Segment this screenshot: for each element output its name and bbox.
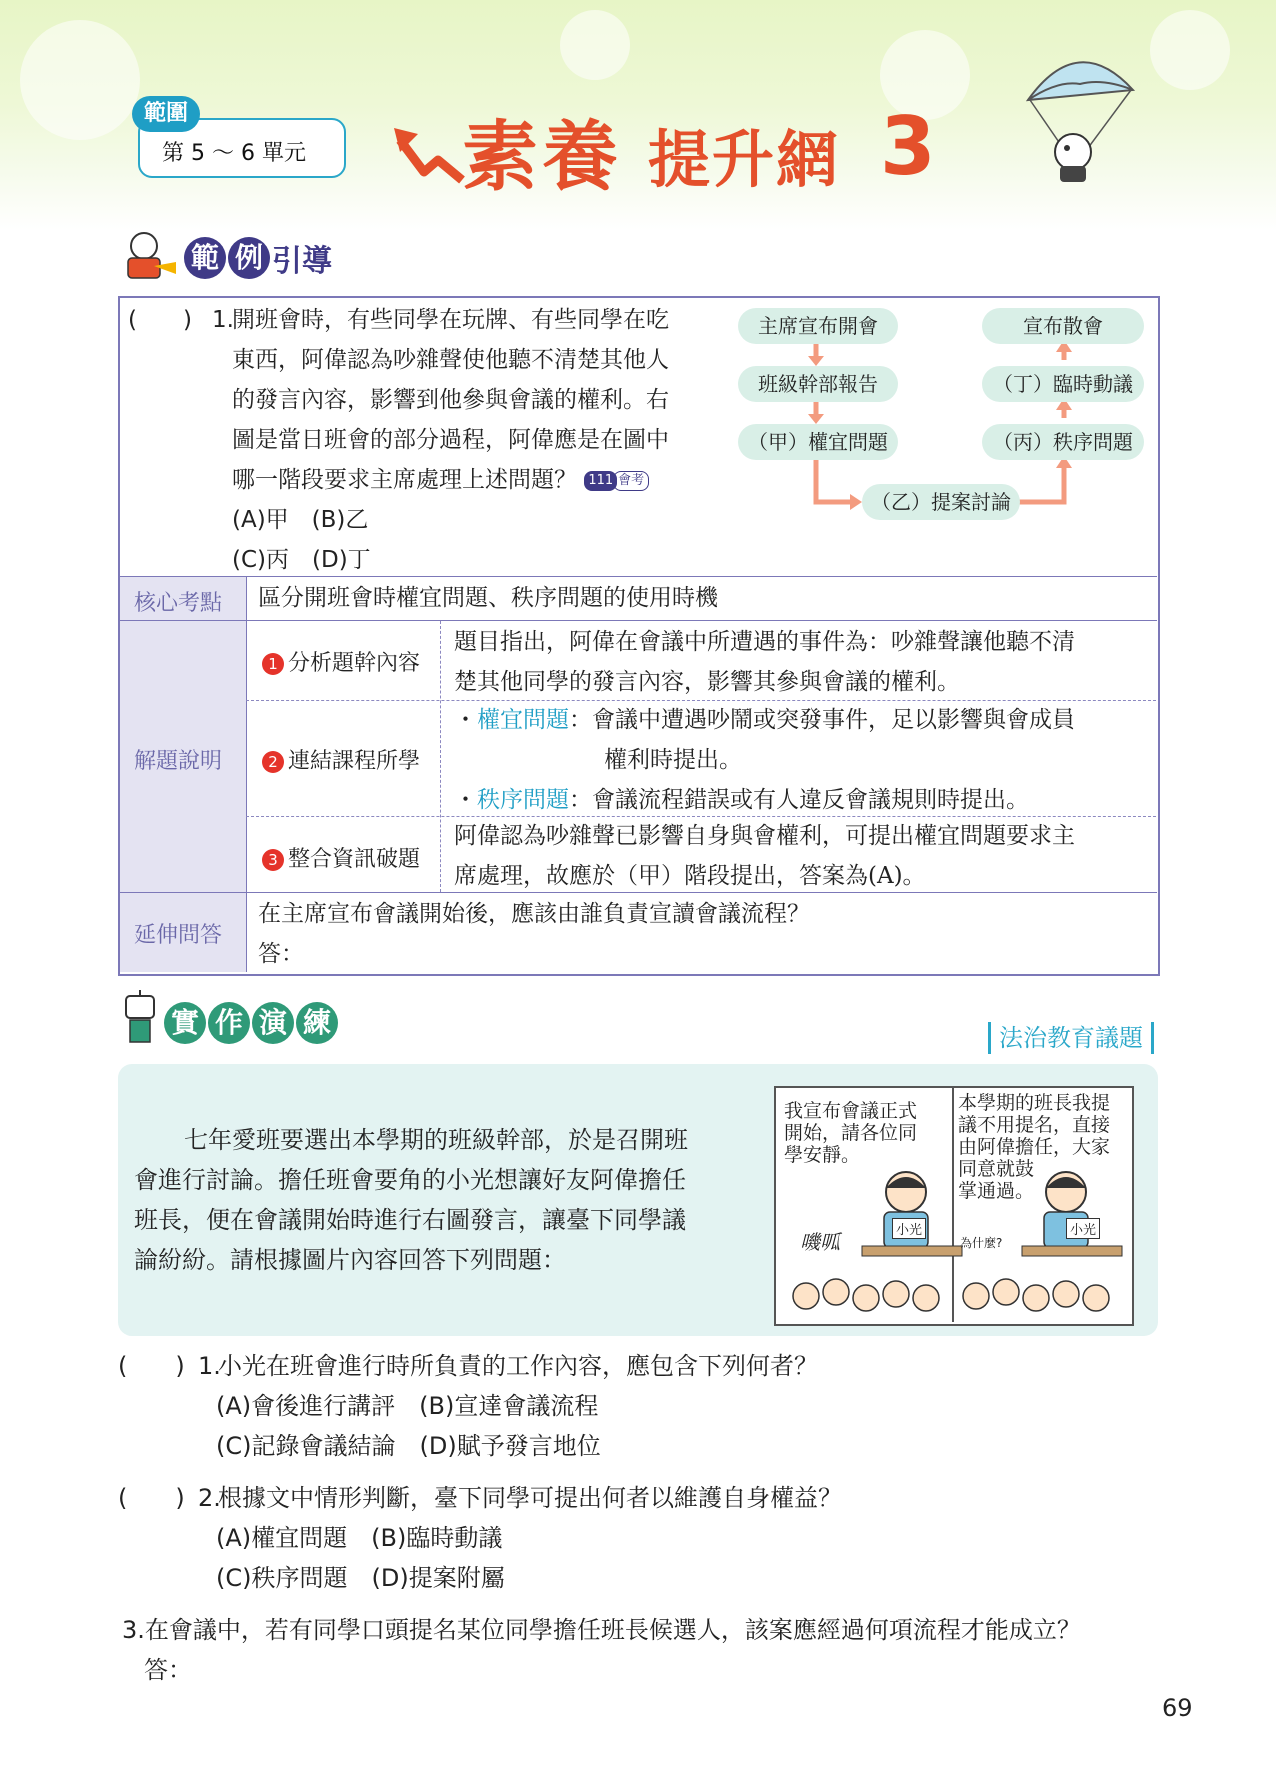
heading-pill: 練 <box>296 1002 338 1044</box>
q1-line: 的發言內容，影響到他參與會議的權利。右 <box>232 387 669 413</box>
bubble-line: 同意就鼓 <box>958 1158 1035 1180</box>
q1-line: 開班會時，有些同學在玩牌、有些同學在吃 <box>232 307 669 333</box>
flow-step-bing: （丙）秩序問題 <box>982 424 1144 460</box>
q1-line-text: 哪一階段要求主席處理上述問題？ <box>232 467 577 493</box>
step-title-text: 分析題幹內容 <box>288 651 421 676</box>
pq3-answer[interactable]: 答： <box>144 1656 192 1684</box>
bubble-line: 議不用提名，直接 <box>958 1114 1111 1136</box>
flow-step-jia: （甲）權宜問題 <box>738 424 898 460</box>
exam-year-badge: 111 <box>584 471 617 491</box>
step-title-text: 整合資訊破題 <box>288 847 421 872</box>
range-text: 第 5 ～ 6 單元 <box>162 141 306 166</box>
step-line: 權利時提出。 <box>604 747 742 773</box>
pq2-text: 根據文中情形判斷，臺下同學可提出何者以維護自身權益？ <box>218 1484 842 1512</box>
pq2-paren[interactable]: ( ) <box>118 1484 185 1512</box>
robot-mascot-icon <box>118 230 178 286</box>
step-number: 2 <box>262 751 284 773</box>
pq1-number: 1. <box>198 1352 221 1380</box>
bubble-line: 掌通過。 <box>958 1180 1035 1202</box>
flow-step-end: 宣布散會 <box>982 308 1144 344</box>
q1-options: (C)丙 (D)丁 <box>232 547 371 573</box>
step-number: 3 <box>262 849 284 871</box>
title-arrow-icon <box>392 120 468 190</box>
step-line-text: ：會議流程錯誤或有人違反會議規則時提出。 <box>569 787 1029 813</box>
context-text <box>134 1120 754 1280</box>
context-line: 七年愛班要選出本學期的班級幹部，於是召開班 <box>184 1126 688 1154</box>
page-title-number: 3 <box>880 100 936 193</box>
comic-bubble-left <box>784 1100 917 1166</box>
step-line: ・秩序問題：會議流程錯誤或有人違反會議規則時提出。 <box>454 787 1029 813</box>
flow-step-yi: （乙）提案討論 <box>862 484 1020 520</box>
example-heading <box>184 236 332 280</box>
step-2-title <box>262 744 420 775</box>
heading-pill: 實 <box>164 1002 206 1044</box>
step-title-text: 連結課程所學 <box>288 749 421 774</box>
q1-line: 圖是當日班會的部分過程，阿偉應是在圖中 <box>232 427 669 453</box>
pq1-text: 小光在班會進行時所負責的工作內容，應包含下列何者？ <box>218 1352 818 1380</box>
bubble-line: 開始，請各位同 <box>784 1122 918 1144</box>
pq3-text: 3.在會議中，若有同學口頭提名某位同學擔任班長候選人，該案應經過何項流程才能成立？ <box>122 1616 1081 1644</box>
step-line: ・權宜問題：會議中遭遇吵鬧或突發事件，足以影響與會成員 <box>454 707 1075 733</box>
table-divider <box>119 576 1157 577</box>
extend-label: 延伸問答 <box>134 923 223 948</box>
bokeh-decoration <box>560 10 630 80</box>
exam-name-badge: 會考 <box>613 471 649 491</box>
table-vline <box>440 621 441 892</box>
context-line: 會進行討論。擔任班會要角的小光想讓好友阿偉擔任 <box>134 1166 686 1194</box>
q1-paren[interactable]: ( ) <box>128 307 192 333</box>
table-divider <box>119 620 1157 621</box>
core-text: 區分開班會時權宜問題、秩序問題的使用時機 <box>258 585 718 611</box>
extend-answer[interactable]: 答： <box>258 941 304 967</box>
step-2-body <box>454 700 1154 820</box>
comic-sfx-left: 嘰呱 <box>800 1230 840 1254</box>
flow-step-start: 主席宣布開會 <box>738 308 898 344</box>
name-tag: 小光 <box>1066 1218 1100 1239</box>
step-3-title <box>262 842 420 873</box>
step-3-body <box>454 816 1075 896</box>
heading-pill: 例 <box>228 237 270 279</box>
q1-stem <box>232 300 712 580</box>
explain-label: 解題說明 <box>134 749 223 774</box>
range-tag: 範圍 <box>132 96 200 132</box>
pq2-number: 2. <box>198 1484 221 1512</box>
step-line: 楚其他同學的發言內容，影響其參與會議的權利。 <box>454 669 960 695</box>
context-line: 班長，便在會議開始時進行右圖發言，讓臺下同學議 <box>134 1206 686 1234</box>
page-number: 69 <box>1162 1694 1193 1722</box>
bubble-line: 我宣布會議正式 <box>784 1100 918 1122</box>
extend-question: 在主席宣布會議開始後，應該由誰負責宣讀會議流程？ <box>258 901 810 927</box>
page-title-main: 素養 <box>462 112 622 201</box>
bokeh-decoration <box>1150 10 1230 90</box>
flow-step-ding: （丁）臨時動議 <box>982 366 1144 402</box>
step-line: 題目指出，阿偉在會議中所遭遇的事件為：吵雜聲讓他聽不清 <box>454 629 1075 655</box>
q1-number: 1. <box>212 307 234 333</box>
step-line: 阿偉認為吵雜聲已影響自身與會權利，可提出權宜問題要求主 <box>454 823 1075 849</box>
q1-line <box>232 460 712 500</box>
table-vline <box>246 577 247 972</box>
q1-line: 東西，阿偉認為吵雜聲使他聽不清楚其他人 <box>232 347 669 373</box>
topic-label: 法治教育議題 <box>988 1022 1154 1054</box>
robot-mascot-icon <box>118 990 162 1052</box>
practice-heading <box>164 1002 340 1044</box>
heading-pill: 作 <box>208 1002 250 1044</box>
q1-options: (A)甲 (B)乙 <box>232 507 369 533</box>
context-line: 論紛紛。請根據圖片內容回答下列問題： <box>134 1246 566 1274</box>
step-line: 席處理，故應於（甲）階段提出，答案為(A)。 <box>454 863 926 889</box>
bubble-line: 本學期的班長我提 <box>958 1092 1111 1114</box>
pq2-options: (C)秩序問題 (D)提案附屬 <box>216 1564 505 1592</box>
comic-sfx-right: 為什麼? <box>960 1236 1003 1250</box>
flow-step-report: 班級幹部報告 <box>738 366 898 402</box>
heading-pill: 範 <box>184 237 226 279</box>
step-number: 1 <box>262 653 284 675</box>
name-tag: 小光 <box>892 1218 926 1239</box>
step-1-title <box>262 646 420 677</box>
pq1-options: (C)記錄會議結論 (D)賦予發言地位 <box>216 1432 601 1460</box>
page-title-sub: 提升網 <box>648 123 841 196</box>
heading-rest: 引導 <box>272 244 332 279</box>
core-label: 核心考點 <box>134 591 223 616</box>
bubble-line: 由阿偉擔任，大家 <box>958 1136 1111 1158</box>
step-1-body <box>454 622 1075 702</box>
pq1-paren[interactable]: ( ) <box>118 1352 185 1380</box>
pq1-options: (A)會後進行講評 (B)宣達會議流程 <box>216 1392 599 1420</box>
heading-pill: 演 <box>252 1002 294 1044</box>
step-line-text: ：會議中遭遇吵鬧或突發事件，足以影響與會成員 <box>569 707 1075 733</box>
pq2-options: (A)權宜問題 (B)臨時動議 <box>216 1524 503 1552</box>
keyword-expediency: 權宜問題 <box>477 707 569 733</box>
parachute-mascot-icon <box>1018 40 1138 190</box>
keyword-order: 秩序問題 <box>477 787 569 813</box>
bubble-line: 學安靜。 <box>784 1144 861 1166</box>
bokeh-decoration <box>20 20 140 140</box>
